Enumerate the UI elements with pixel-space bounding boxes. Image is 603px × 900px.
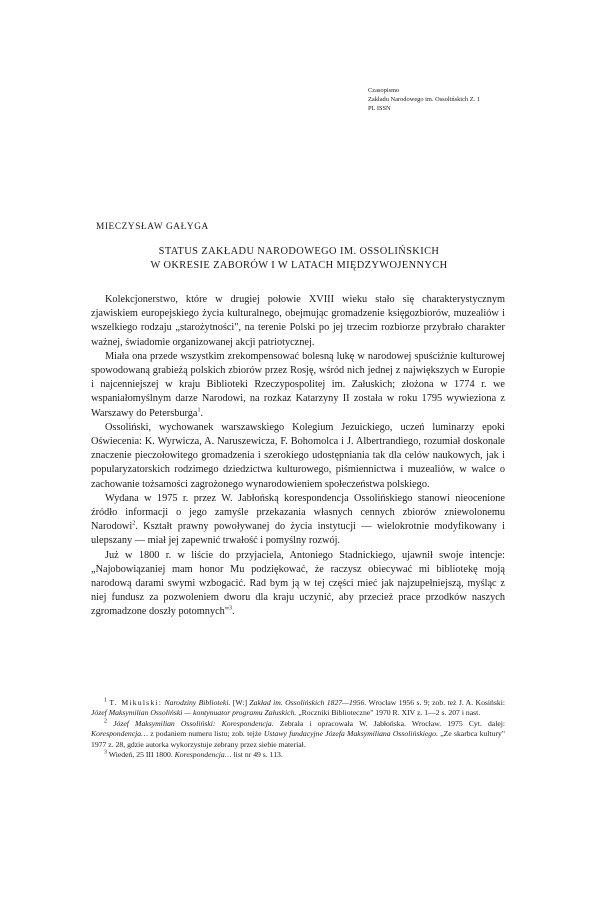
article-body <box>91 293 505 620</box>
footnote-2-rest-2: z podaniem numeru listu; zob. tejże <box>150 729 262 739</box>
title-line-1: STATUS ZAKŁADU NARODOWEGO IM. OSSOLIŃSKICH <box>158 246 440 257</box>
footnote-1-title-3: Józef Maksymilian Ossoliński — kontynuator programu Załuskich. <box>91 708 297 718</box>
paragraph-4-text-b: . Kształt prawny powoływanej do życia instytucji — wielokrotnie modyfikowany i ulepszany — miał jej zapewnić trwałość i pomyślny rozwój. <box>91 521 505 547</box>
footnote-2 <box>91 719 505 750</box>
journal-name-line: Czasopismo <box>368 87 400 94</box>
footnote-1-title-2: Zakład im. Ossolińskich 1827—1956. <box>249 698 367 707</box>
paragraph-5: Już w 1800 r. w liście do przyjaciela, Antoniego Stadnickiego, ujawnił swoje intencje: „Najobowiązaniej mam honor Mu podziękować, że raczysz obiecywać mi bibliotekę moją narodową darami swymi wzbogacić. Rad bym ją w tej części mieć jak najzupełniejszą, myśląc z niej fundusz za pozwoleniem dworu dla kraju uczynić, aby przecież prace przodków naszych zgromadzone doszły potomnych"$^3$. <box>91 549 505 618</box>
footnote-ref-2: 2 <box>132 520 136 527</box>
paragraph-5-text: Już w 1800 r. w liście do przyjaciela, Antoniego Stadnickiego, ujawnił swoje intencje: „Najobowiązaniej mam honor Mu podziękować, że raczysz obiecywać mi bibliotekę moją narodową darami swymi wzbogacić. Rad bym ją w tej części mieć jak najzupełniejszą, myśląc z niej fundusz za pozwoleniem dworu dla kraju uczynić, aby przecież prace przodków naszych zgromadzone doszły potomnych" <box>91 549 505 618</box>
paragraph-3: Ossoliński, wychowanek warszawskiego Kolegium Jezuickiego, uczeń luminarzy epoki Oświecenia: K. Wyrwicza, A. Naruszewicza, F. Bohomolca i J. Albertrandiego, rozumiał doskonale znaczenie pieczołowitego gromadzenia i szerokiego udostępniania tak dla celów naukowych, jak i popularyzatorskich rodzimego dziedzictwa kulturowego, piśmiennictwa i muzealiów, w walce o zachowanie tożsamości zagrożonego wynarodowieniem społeczeństwa polskiego. <box>91 421 505 490</box>
paragraph-4 <box>91 492 505 549</box>
footnote-3-number: 3 <box>104 749 107 756</box>
footnote-1 <box>91 698 505 719</box>
footnote-2-end: „Ze skarbca kultury" 1977 z. 28, gdzie autorka wykorzystuje zebrany przez siebie materiał. <box>91 729 506 749</box>
footnote-1-mid: [W:] <box>232 698 248 707</box>
article-title <box>90 245 508 272</box>
footnote-ref-3: 3 <box>229 606 233 613</box>
paragraph-4-text-a: Wydana w 1975 r. przez W. Jabłońską korespondencja Ossolińskiego stanowi nieocenione źródło informacji o jego zamyśle przekazania własnych cennych zbiorów zniewolonemu Narodowi <box>91 492 505 533</box>
footnote-1-title: Narodziny Biblioteki. <box>164 698 231 707</box>
footnote-2-title-2: Korespondencja… <box>91 729 148 739</box>
journal-issn-line: PL ISSN <box>368 105 391 112</box>
paragraph-2: Miała ona przede wszystkim zrekompensować bolesną lukę w narodowej spuściźnie kulturowej spowodowaną grabieżą polskich zbiorów przez Rosję, wśród nich jednej z największych w Europie i najcenniejszej w kraju Biblioteki Rzeczypospolitej im. Załuskich; złożona w 1774 r. we wspaniałomyślnym darze Narodowi, na rozkaz Katarzyny II została w roku 1795 wywieziona z Warszawy do Petersburga$^1$. <box>91 350 505 419</box>
footnote-2-number: 2 <box>104 718 107 725</box>
title-line-2: W OKRESIE ZABORÓW I W LATACH MIĘDZYWOJENNYCH <box>150 259 448 271</box>
footnote-2-title: Józef Maksymilian Ossoliński: Korespondencja. <box>113 718 274 728</box>
journal-info <box>368 86 480 113</box>
article-author: MIECZYSŁAW GAŁYGA <box>96 222 209 232</box>
footnote-ref-1: 1 <box>197 407 201 414</box>
footnote-3-title: Korespondencja… <box>174 750 232 760</box>
footnote-3-rest: Wiedeń, 25 III 1800. <box>108 750 173 760</box>
footnote-1-author: T. Mikulski: <box>109 698 163 707</box>
footnote-1-end: „Roczniki Biblioteczne" 1970 R. XIV z. 1—2 s. 207 i nast. <box>298 708 481 718</box>
journal-publisher-line: Zakładu Narodowego im. Ossolińskich Z. 1 <box>368 96 480 103</box>
footnote-1-rest: Wrocław 1956 s. 9; zob. też J. A. Kosiński: <box>368 698 505 707</box>
footnote-1-number: 1 <box>104 697 107 704</box>
footnotes <box>91 698 505 760</box>
paragraph-2-text: Miała ona przede wszystkim zrekompensować bolesną lukę w narodowej spuściźnie kulturowej spowodowaną grabieżą polskich zbiorów przez Rosję, wśród nich jednej z największych w Europie i najcenniejszej w kraju Biblioteki Rzeczypospolitej im. Załuskich; złożona w 1774 r. we wspaniałomyślnym darze Narodowi, na rozkaz Katarzyny II została w roku 1795 wywieziona z Warszawy do Petersburga <box>91 350 505 419</box>
footnote-3-end: list nr 49 s. 113. <box>233 750 283 760</box>
footnote-2-rest: Zebrała i opracowała W. Jabłońska. Wrocław. 1975 Cyt. dalej: <box>279 718 506 728</box>
footnote-2-title-3: Ustawy fundacyjne Józefa Maksymiliana Ossolińskiego. <box>263 729 438 739</box>
footnote-3 <box>91 750 505 760</box>
paragraph-1: Kolekcjonerstwo, które w drugiej połowie XVIII wieku stało się charakterystycznym zjawiskiem europejskiego życia kulturalnego, obejmując gromadzenie księgozbiorów, muzealiów i wszelkiego rodzaju „starożytności", na terenie Polski po jej trzecim rozbiorze przybrało charakter ważnej, świadomie organizowanej akcji patriotycznej. <box>91 294 505 348</box>
